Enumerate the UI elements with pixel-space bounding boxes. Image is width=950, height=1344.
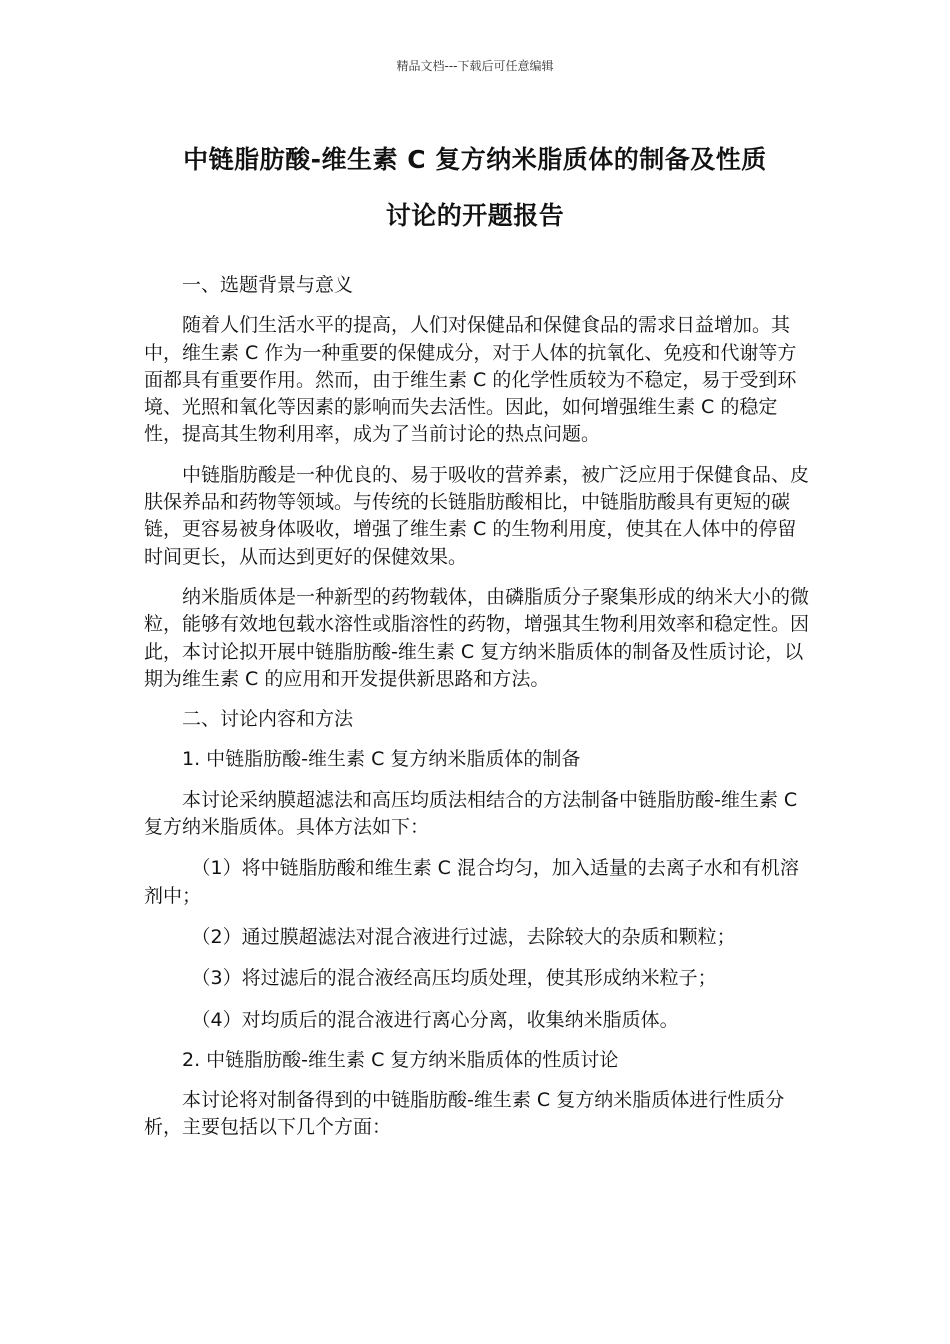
subheading-properties: 2. 中链脂肪酸-维生素 C 复方纳米脂质体的性质讨论 xyxy=(182,1048,619,1071)
paragraph-properties-intro: 本讨论将对制备得到的中链脂肪酸-维生素 C 复方纳米脂质体进行性质分析，主要包括以下几个方面： xyxy=(144,1089,785,1139)
paragraph-preparation-intro: 本讨论采纳膜超滤法和高压均质法相结合的方法制备中链脂肪酸-维生素 C 复方纳米脂质体。具体方法如下： xyxy=(144,788,798,839)
paragraph-background-1: 随着人们生活水平的提高，人们对保健品和保健食品的需求日益增加。其中，维生素 C 作为一种重要的保健成分，对于人体的抗氧化、免疫和代谢等方面都具有重要作用。然而，由于维生素 C 的化学性质较为不稳定，易于受到环境、光照和氧化等因素的影响而失去活性。因此，如何增强维生素 C 的稳定性，提高其生物利用率，成为了当前讨论的热点问题。 xyxy=(144,314,797,446)
document-title-line-2: 讨论的开题报告 xyxy=(385,201,565,230)
section-heading-background: 一、选题背景与意义 xyxy=(182,274,354,296)
section-heading-methods: 二、讨论内容和方法 xyxy=(182,708,354,731)
document-body xyxy=(144,272,812,1142)
paragraph-background-2: 中链脂肪酸是一种优良的、易于吸收的营养素，被广泛应用于保健食品、皮肤保养品和药物等领域。与传统的长链脂肪酸相比，中链脂肪酸具有更短的碳链，更容易被身体吸收，增强了维生素 C 的生物利用度，使其在人体中的停留时间更长，从而达到更好的保健效果。 xyxy=(144,463,810,568)
document-title-line-1: 中链脂肪酸-维生素 C 复方纳米脂质体的制备及性质 xyxy=(183,145,767,174)
page-header-note: 精品文档---下载后可任意编辑 xyxy=(396,59,554,73)
preparation-step-2: （2）通过膜超滤法对混合液进行过滤，去除较大的杂质和颗粒； xyxy=(191,925,736,948)
preparation-step-3: （3）将过滤后的混合液经高压均质处理，使其形成纳米粒子； xyxy=(191,967,717,990)
paragraph-background-3: 纳米脂质体是一种新型的药物载体，由磷脂质分子聚集形成的纳米大小的微粒，能够有效地包载水溶性或脂溶性的药物，增强其生物利用效率和稳定性。因此，本讨论拟开展中链脂肪酸-维生素 C 复方纳米脂质体的制备及性质讨论，以期为维生素 C 的应用和开发提供新思路和方法。 xyxy=(144,585,810,690)
preparation-step-4: （4）对均质后的混合液进行离心分离，收集纳米脂质体。 xyxy=(191,1008,679,1031)
preparation-step-1: （1）将中链脂肪酸和维生素 C 混合均匀，加入适量的去离子水和有机溶剂中； xyxy=(144,857,799,907)
subheading-preparation: 1. 中链脂肪酸-维生素 C 复方纳米脂质体的制备 xyxy=(182,748,581,771)
